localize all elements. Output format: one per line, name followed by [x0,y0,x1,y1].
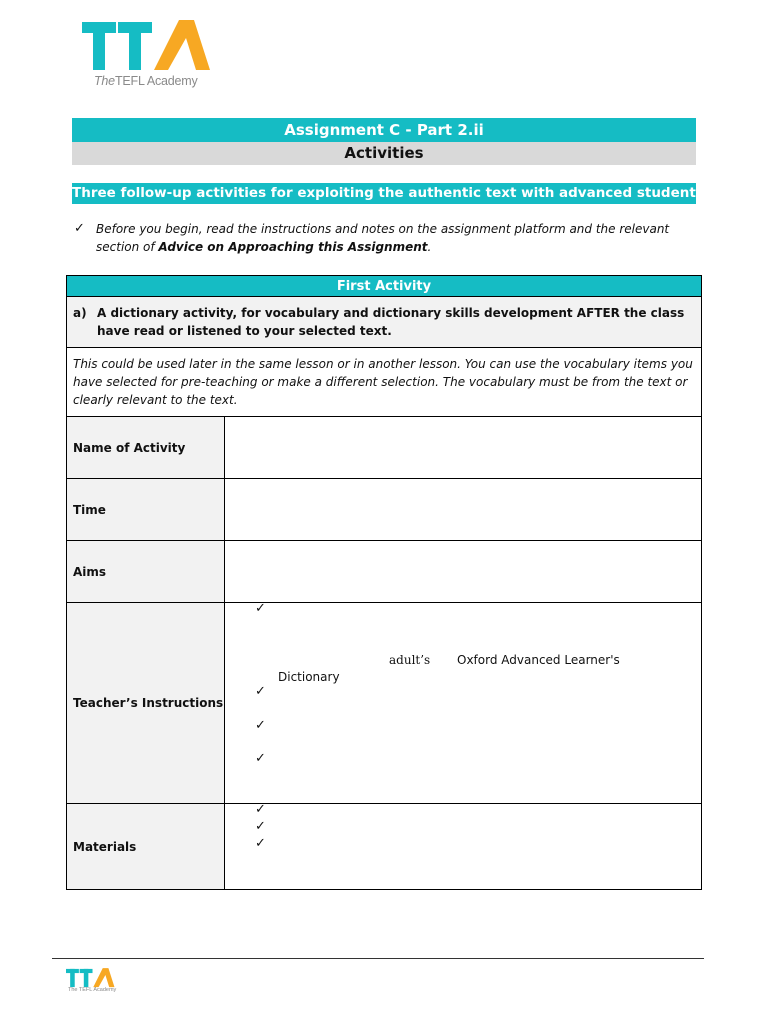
row-label-materials [66,803,225,890]
logo-the: The [94,74,115,88]
logo-name: TEFL Academy [114,74,198,88]
row-label-instructions [66,602,225,804]
first-activity-heading: First Activity [66,275,702,297]
check-icon: ✓ [255,836,266,851]
label-time: Time [73,502,106,517]
logo-a-shape [154,20,210,70]
check-icon: ✓ [255,819,266,834]
name-of-activity-field[interactable] [224,416,702,479]
footer-tta-logo [66,968,116,988]
materials-field[interactable] [224,803,702,890]
row-label-time [66,478,225,541]
activity-note: This could be used later in the same lesson or in another lesson. You can use the vocabulary items you have selected for pre-teaching or make a different selection. The vocabulary must be from the text or clearly relevant to the text. [66,347,702,417]
label-name-of-activity: Name of Activity [73,440,186,455]
item-text: A dictionary activity, for vocabulary and dictionary skills development AFTER the class have read or listened to your selected text. [97,306,685,338]
intro-note [74,220,696,256]
aims-field[interactable] [224,540,702,603]
intro-bold-link: Advice on Approaching this Assignment [158,240,428,254]
fragment-adults: adult’s [389,653,431,667]
fragment-dictionary: Dictionary [278,670,340,684]
assignment-title: Assignment C - Part 2.ii [72,118,696,142]
check-icon: ✓ [74,221,85,236]
logo-wordmark [94,74,198,88]
check-icon: ✓ [255,601,266,616]
check-icon: ✓ [255,802,266,817]
logo-t1-stem [93,22,105,70]
item-label: a) [73,306,87,320]
row-label-aims [66,540,225,603]
check-icon: ✓ [255,751,266,766]
label-teachers-instructions: Teacher’s Instructions [73,696,224,710]
intro-end: . [427,240,432,254]
teachers-instructions-field[interactable] [224,602,702,804]
activity-description-row [66,296,702,348]
label-aims: Aims [73,564,107,579]
assignment-subtitle: Activities [72,142,696,165]
row-label-name [66,416,225,479]
intro-text: Before you begin, read the instructions and notes on the assignment platform and the relevant section of [96,222,670,254]
check-icon: ✓ [255,684,266,699]
footer-wordmark: The TEFL Academy [68,987,117,993]
label-materials: Materials [73,839,137,854]
footer-divider [52,958,704,959]
time-field[interactable] [224,478,702,541]
check-icon: ✓ [255,718,266,733]
logo-t2-stem [129,22,141,70]
section-heading: Three follow-up activities for exploiting the authentic text with advanced students [72,183,696,204]
fragment-oald: Oxford Advanced Learner's [457,653,620,667]
